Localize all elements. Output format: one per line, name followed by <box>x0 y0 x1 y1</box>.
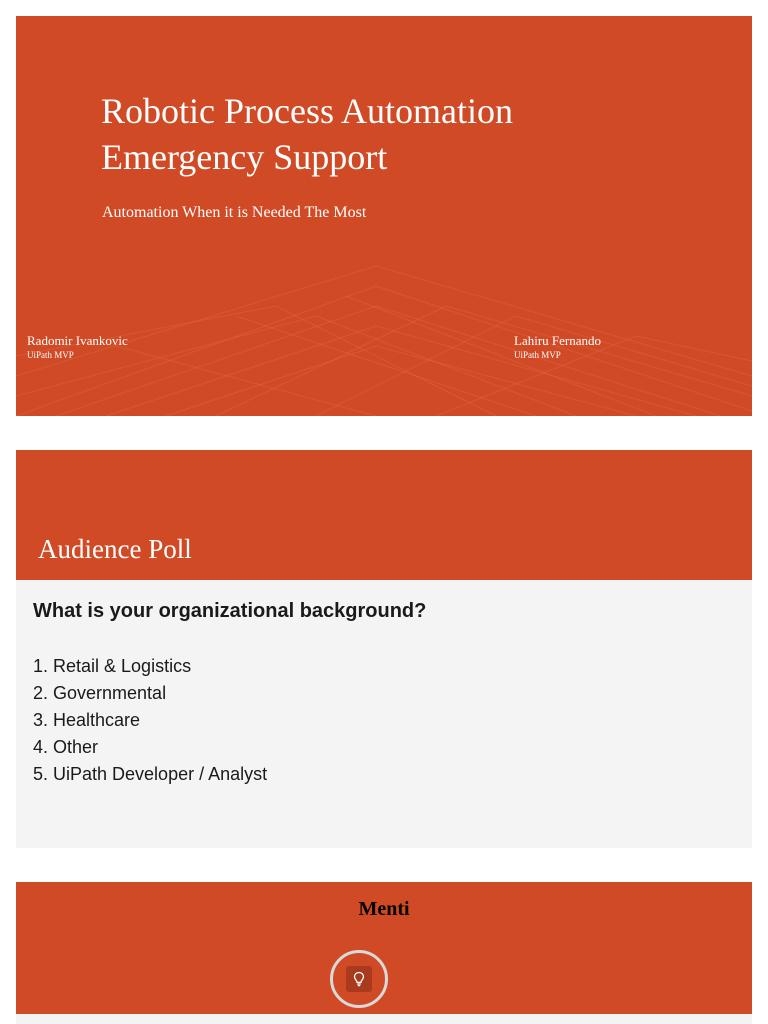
title-line-2: Emergency Support <box>101 137 388 177</box>
title-line-1: Robotic Process Automation <box>101 91 513 131</box>
slide-header <box>16 450 752 580</box>
slide-heading: Menti <box>358 898 410 920</box>
next-slide-edge <box>16 1014 752 1024</box>
audience-poll-slide <box>16 450 752 848</box>
poll-question: What is your organizational background? <box>33 600 427 622</box>
poll-option: 3. Healthcare <box>33 710 141 730</box>
presenter-role: UiPath MVP <box>27 350 74 360</box>
lightbulb-icon <box>352 971 366 987</box>
menti-slide <box>16 882 752 1024</box>
presentation-title <box>101 88 701 180</box>
slide-heading: Audience Poll <box>38 534 192 564</box>
presenter-name: Lahiru Fernando <box>514 333 602 348</box>
poll-options-list <box>33 653 267 788</box>
icon-tile <box>346 966 372 992</box>
poll-option: 5. UiPath Developer / Analyst <box>33 764 268 784</box>
presenter-left <box>27 333 128 361</box>
presentation-subtitle: Automation When it is Needed The Most <box>102 204 367 221</box>
poll-option: 2. Governmental <box>33 683 167 703</box>
poll-option: 4. Other <box>33 737 99 757</box>
presenter-right <box>514 333 601 361</box>
poll-option: 1. Retail & Logistics <box>33 656 192 676</box>
presenter-role: UiPath MVP <box>514 350 561 360</box>
presenter-name: Radomir Ivankovic <box>27 333 128 348</box>
title-slide <box>16 16 752 416</box>
menti-icon-button[interactable] <box>330 950 388 1008</box>
